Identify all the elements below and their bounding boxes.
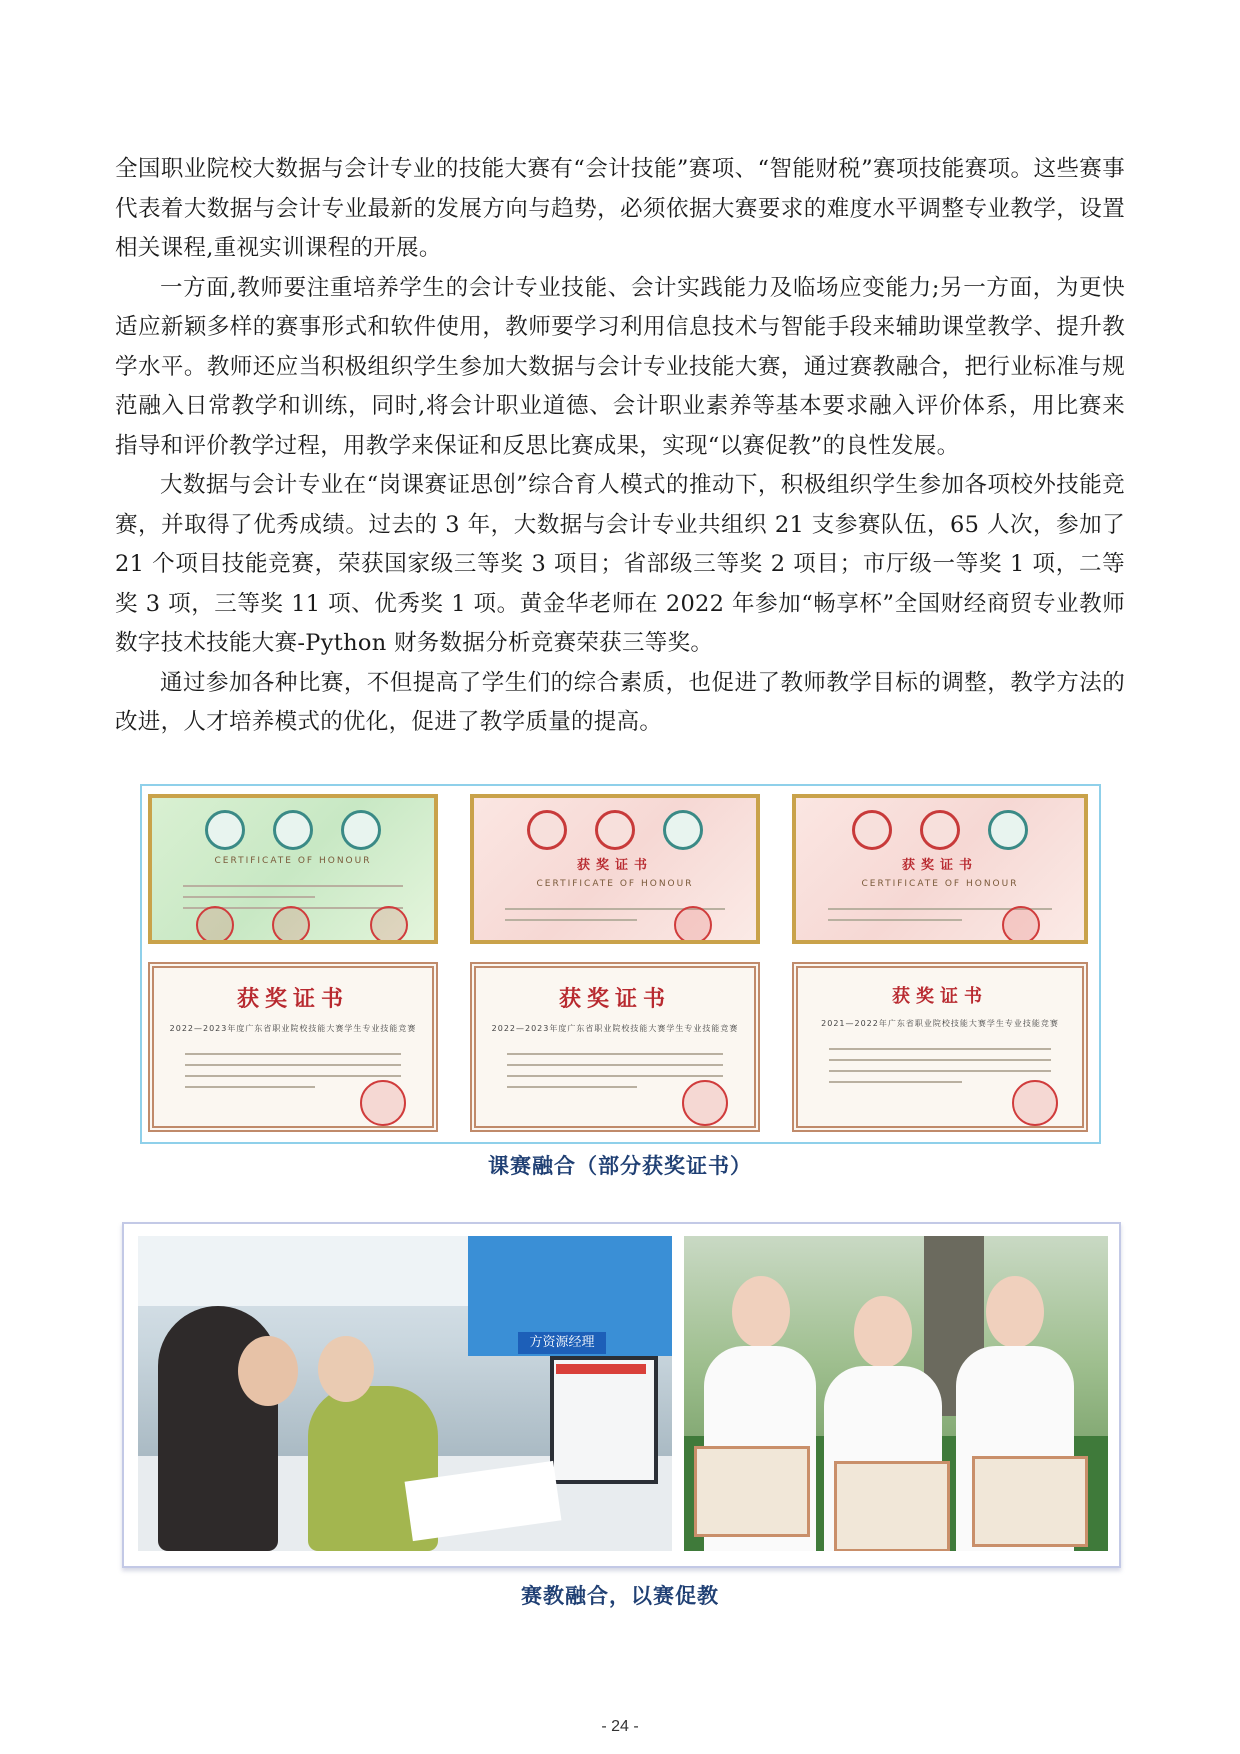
certificate-held-2 bbox=[834, 1461, 950, 1551]
figure2-caption: 赛教融合，以赛促教 bbox=[521, 1584, 719, 1608]
seal-icon bbox=[1002, 906, 1040, 944]
certificate-title-en: CERTIFICATE OF HONOUR bbox=[536, 879, 694, 889]
certificate-title-cn: 获奖证书 bbox=[558, 987, 671, 1012]
certificate-title-en: CERTIFICATE OF HONOUR bbox=[214, 856, 372, 866]
monitor-red-bar bbox=[556, 1364, 646, 1374]
certificate-honour-3 bbox=[792, 794, 1088, 944]
paragraph-4: 通过参加各种比赛，不但提高了学生们的综合素质，也促进了教师教学目标的调整，教学方法的改进，人才培养模式的优化，促进了教学质量的提高。 bbox=[115, 669, 1125, 735]
paragraph-3: 大数据与会计专业在“岗课赛证思创”综合育人模式的推动下，积极组织学生参加各项校外技能竞赛，并取得了优秀成绩。过去的 3 年，大数据与会计专业共组织 21 支参赛队伍，65 人次，参加了 21 个项目技能竞赛，荣获国家级三等奖 3 项目；省部级三等奖 2 项目；市厅级一等奖 1 项，二等奖 3 项，三等奖 11 项、优秀奖 1 项。黄金华老师在 2022 年参加“畅享杯”全国财经商贸专业教师数字技术技能大赛-Python 财务数据分析竞赛荣获三等奖。 bbox=[115, 472, 1125, 656]
photo-teacher-guiding-student bbox=[138, 1236, 672, 1551]
certificate-title-cn: 获奖证书 bbox=[576, 858, 653, 873]
seal-icon bbox=[682, 1080, 728, 1126]
paragraph-1: 全国职业院校大数据与会计专业的技能大赛有“会计技能”赛项、“智能财税”赛项技能赛项。这些赛事代表着大数据与会计专业最新的发展方向与趋势，必须依据大赛要求的难度水平调整专业教学，设置相关课程,重视实训课程的开展。 bbox=[115, 156, 1125, 261]
certificates-figure bbox=[140, 784, 1101, 1144]
paragraph-2: 一方面,教师要注重培养学生的会计专业技能、会计实践能力及临场应变能力;另一方面，为更快适应新颖多样的赛事形式和软件使用，教师要学习利用信息技术与智能手段来辅助课堂教学、提升教学水平。教师还应当积极组织学生参加大数据与会计专业技能大赛，通过赛教融合，把行业标准与规范融入日常教学和训练，同时,将会计职业道德、会计职业素养等基本要求融入评价体系，用比赛来指导和评价教学过程，用教学来保证和反思比赛成果，实现“以赛促教”的良性发展。 bbox=[115, 274, 1125, 459]
certificate-emblems bbox=[527, 810, 703, 850]
figure1-caption: 课赛融合（部分获奖证书） bbox=[488, 1154, 752, 1178]
photos-figure bbox=[122, 1222, 1121, 1568]
seal-icon bbox=[1012, 1080, 1058, 1126]
monitor bbox=[550, 1356, 658, 1484]
emblem-icon bbox=[663, 810, 703, 850]
certificate-title-cn: 获奖证书 bbox=[901, 858, 978, 873]
certificate-honour-1 bbox=[148, 794, 438, 944]
certificate-award-2 bbox=[470, 962, 760, 1132]
seal-icon bbox=[674, 906, 712, 944]
emblem-icon bbox=[205, 810, 245, 850]
page-number: - 24 - bbox=[601, 1718, 639, 1735]
body-text bbox=[115, 150, 1125, 743]
student-1-face bbox=[732, 1276, 790, 1348]
seal-icon bbox=[360, 1080, 406, 1126]
certificate-subtitle: 2021—2022年广东省职业院校技能大赛学生专业技能竞赛 bbox=[821, 1019, 1059, 1028]
certificate-honour-2 bbox=[470, 794, 760, 944]
certificate-award-3 bbox=[792, 962, 1088, 1132]
emblem-icon bbox=[852, 810, 892, 850]
emblem-icon bbox=[527, 810, 567, 850]
certificate-title-cn: 获奖证书 bbox=[892, 986, 988, 1007]
certificate-emblems bbox=[852, 810, 1028, 850]
emblem-icon bbox=[595, 810, 635, 850]
certificate-award-1 bbox=[148, 962, 438, 1132]
student-2-face bbox=[854, 1296, 912, 1368]
banner-sign: 方资源经理 bbox=[518, 1332, 606, 1354]
certificate-emblems bbox=[205, 810, 381, 850]
certificate-title-en: CERTIFICATE OF HONOUR bbox=[861, 879, 1019, 889]
emblem-icon bbox=[988, 810, 1028, 850]
teacher-face bbox=[238, 1336, 298, 1406]
certificate-subtitle: 2022—2023年度广东省职业院校技能大赛学生专业技能竞赛 bbox=[491, 1024, 739, 1033]
photo-students-with-certificates bbox=[684, 1236, 1108, 1551]
seal-icon bbox=[272, 906, 310, 944]
certificate-text-lines bbox=[829, 1039, 1051, 1092]
emblem-icon bbox=[920, 810, 960, 850]
seal-icon bbox=[196, 906, 234, 944]
student-face bbox=[318, 1336, 374, 1402]
certificate-held-1 bbox=[694, 1446, 810, 1537]
certificate-title-cn: 获奖证书 bbox=[236, 987, 349, 1012]
student-3-face bbox=[986, 1276, 1044, 1348]
certificate-held-3 bbox=[972, 1456, 1088, 1547]
seal-icon bbox=[370, 906, 408, 944]
emblem-icon bbox=[341, 810, 381, 850]
emblem-icon bbox=[273, 810, 313, 850]
certificate-subtitle: 2022—2023年度广东省职业院校技能大赛学生专业技能竞赛 bbox=[169, 1024, 417, 1033]
